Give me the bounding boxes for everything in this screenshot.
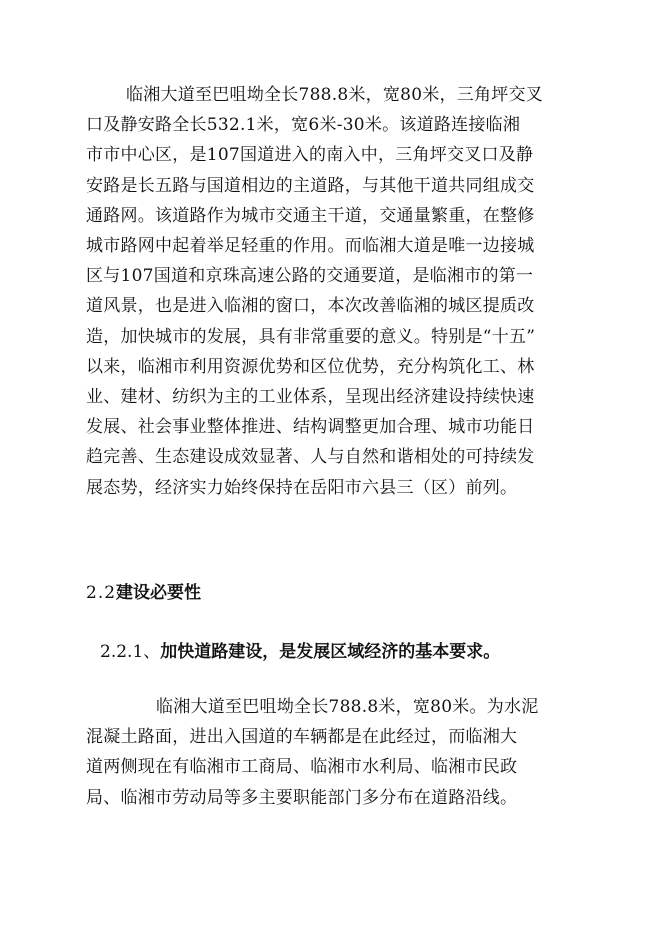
section-number: 2.2 — [86, 583, 117, 603]
paragraph-line: 展态势，经济实力始终保持在岳阳市六县三（区）前列。 — [86, 477, 518, 498]
paragraph-line: 混凝土路面，进出入国道的车辆都是在此经过，而临湘大 — [86, 727, 518, 748]
paragraph-line: 业、建材、纺织为主的工业体系，呈现出经济建设持续快速 — [86, 387, 535, 408]
subsection-number: 2.2.1、 — [100, 642, 161, 662]
section-heading — [86, 578, 201, 603]
paragraph-line: 市市中心区，是107国道进入的南入中，三角坪交叉口及静 — [86, 145, 534, 166]
paragraph-line: 以来，临湘市利用资源优势和区位优势，充分构筑化工、林 — [86, 356, 535, 377]
paragraph-line: 造，加快城市的发展，具有非常重要的意义。特别是“十五” — [86, 326, 536, 347]
paragraph-line: 临湘大道至巴咀坳全长788.8米，宽80米，三角坪交叉 — [126, 85, 544, 105]
paragraph-line: 区与107国道和京珠高速公路的交通要道，是临湘市的第一 — [86, 266, 534, 287]
paragraph-line: 局、临湘市劳动局等多主要职能部门多分布在道路沿线。 — [86, 787, 518, 808]
paragraph-line: 通路网。该道路作为城市交通主干道，交通量繁重，在整修 — [86, 205, 535, 226]
paragraph-line: 道两侧现在有临湘市工商局、临湘市水利局、临湘市民政 — [86, 757, 518, 778]
paragraph-line: 临湘大道至巴咀坳全长788.8米，宽80米。为水泥 — [156, 697, 539, 717]
paragraph-line: 安路是长五路与国道相边的主道路，与其他干道共同组成交 — [86, 175, 535, 196]
subsection-title: 加快道路建设，是发展区域经济的基本要求。 — [160, 642, 501, 662]
intro-paragraph — [86, 80, 586, 503]
paragraph-line: 趋完善、生态建设成效显著、人与自然和谐相处的可持续发 — [86, 447, 535, 468]
paragraph-line: 道风景，也是进入临湘的窗口，本次改善临湘的城区提质改 — [86, 296, 535, 317]
paragraph-line: 发展、社会事业整体推进、结构调整更加合理、城市功能日 — [86, 417, 535, 438]
subsection-heading — [100, 637, 500, 662]
paragraph-line: 口及静安路全长532.1米，宽6米-30米。该道路连接临湘 — [86, 115, 521, 136]
section-title: 建设必要性 — [116, 583, 202, 603]
paragraph-line: 城市路网中起着举足轻重的作用。而临湘大道是唯一边接城 — [86, 236, 535, 257]
subsection-paragraph — [86, 692, 586, 813]
